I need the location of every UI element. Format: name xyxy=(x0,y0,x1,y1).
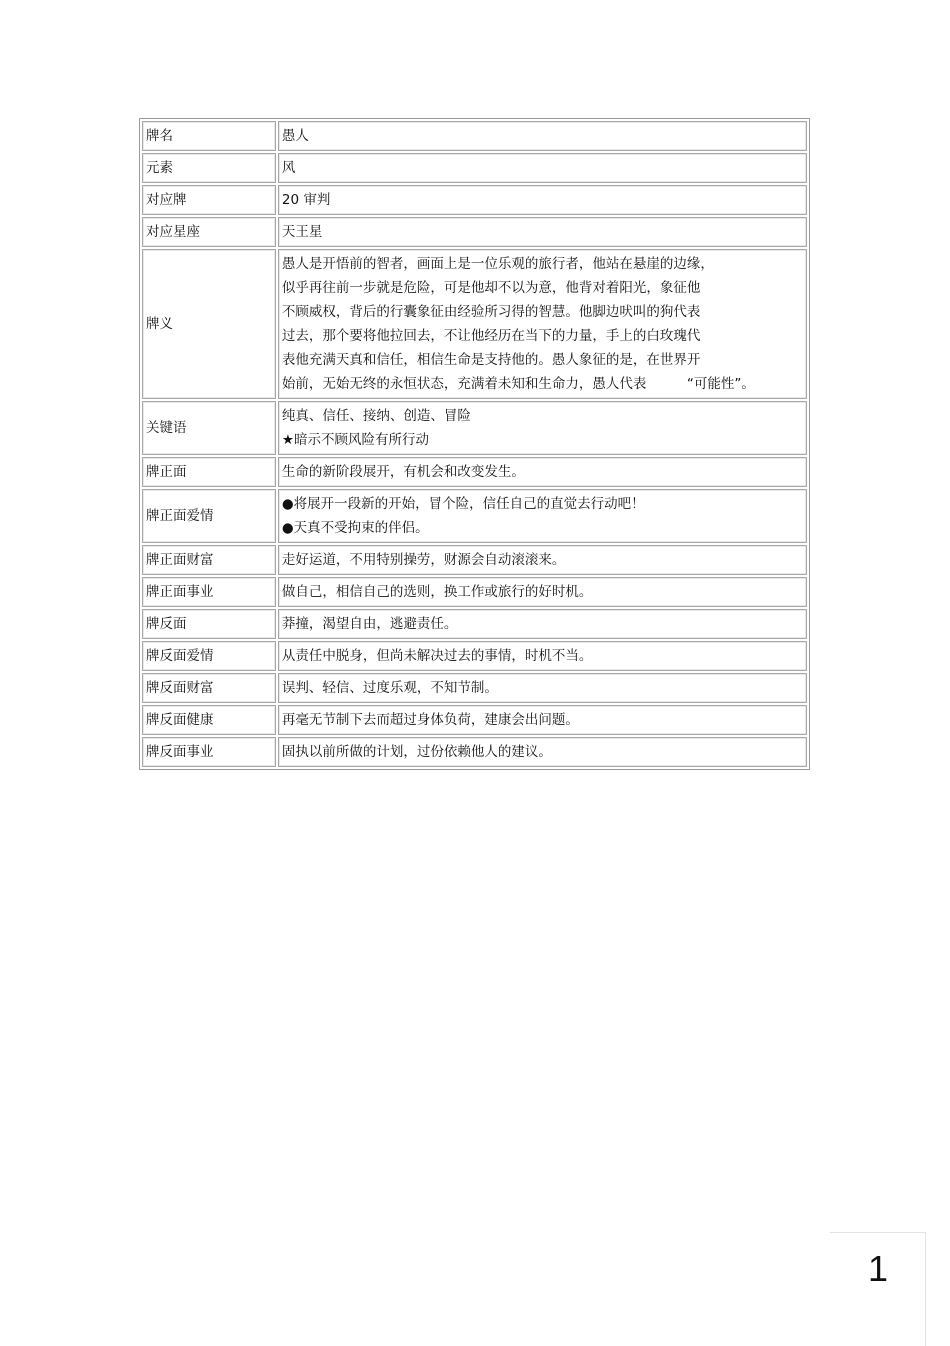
row-label: 牌正面事业 xyxy=(142,577,276,607)
value-line: 再毫无节制下去而超过身体负荷，建康会出问题。 xyxy=(281,712,579,728)
table-row xyxy=(142,185,807,215)
value-line: 生命的新阶段展开，有机会和改变发生。 xyxy=(281,464,525,480)
row-label: 牌反面财富 xyxy=(142,673,276,703)
value-line: ●天真不受拘束的伴侣。 xyxy=(281,520,429,536)
value-line: ●将展开一段新的开始，冒个险，信任自己的直觉去行动吧！ xyxy=(281,496,645,512)
row-value xyxy=(278,489,807,543)
table-row xyxy=(142,121,807,151)
value-line: 走好运道，不用特别操劳，财源会自动滚滚来。 xyxy=(281,552,566,568)
row-value xyxy=(278,457,807,487)
table-row xyxy=(142,609,807,639)
table-row xyxy=(142,705,807,735)
row-value xyxy=(278,673,807,703)
row-value xyxy=(278,185,807,215)
value-line: 莽撞，渴望自由，逃避责任。 xyxy=(281,616,458,632)
value-line: 做自己，相信自己的选则，换工作或旅行的好时机。 xyxy=(281,584,593,600)
row-label: 关键语 xyxy=(142,401,276,455)
row-label: 对应星座 xyxy=(142,217,276,247)
row-value xyxy=(278,609,807,639)
row-label: 对应牌 xyxy=(142,185,276,215)
table-row xyxy=(142,217,807,247)
tarot-card-table xyxy=(139,118,810,770)
row-value xyxy=(278,705,807,735)
row-label: 牌反面 xyxy=(142,609,276,639)
table-row xyxy=(142,545,807,575)
row-label: 牌反面事业 xyxy=(142,737,276,767)
row-value xyxy=(278,577,807,607)
row-label: 元素 xyxy=(142,153,276,183)
value-line: 从责任中脱身，但尚未解决过去的事情，时机不当。 xyxy=(281,648,593,664)
value-line: 表他充满天真和信任，相信生命是支持他的。愚人象征的是，在世界开 xyxy=(281,352,701,368)
row-value xyxy=(278,153,807,183)
table-row xyxy=(142,401,807,455)
table-row xyxy=(142,577,807,607)
row-value xyxy=(278,545,807,575)
tarot-table-body xyxy=(142,121,807,767)
table-row xyxy=(142,737,807,767)
row-value xyxy=(278,121,807,151)
table-row xyxy=(142,153,807,183)
row-label: 牌反面健康 xyxy=(142,705,276,735)
row-value xyxy=(278,737,807,767)
value-line: 纯真、信任、接纳、创造、冒险 xyxy=(281,408,471,424)
row-value xyxy=(278,401,807,455)
value-line: 过去，那个要将他拉回去，不让他经历在当下的力量，手上的白玫瑰代 xyxy=(281,328,701,344)
row-value xyxy=(278,641,807,671)
value-line: 始前，无始无终的永恒状态，充满着未知和生命力，愚人代表 “可能性”。 xyxy=(281,376,755,392)
row-value xyxy=(278,217,807,247)
value-line: 天王星 xyxy=(281,224,323,240)
row-label: 牌正面爱情 xyxy=(142,489,276,543)
value-line: 不顾威权，背后的行囊象征由经验所习得的智慧。他脚边吠叫的狗代表 xyxy=(281,304,701,320)
value-line: 20 审判 xyxy=(281,192,331,208)
value-line: 风 xyxy=(281,160,296,176)
row-label: 牌义 xyxy=(142,249,276,399)
value-line: 愚人 xyxy=(281,128,309,144)
table-row xyxy=(142,673,807,703)
value-line: 愚人是开悟前的智者，画面上是一位乐观的旅行者，他站在悬崖的边缘， xyxy=(281,256,714,272)
table-row xyxy=(142,489,807,543)
value-line: ★暗示不顾风险有所行动 xyxy=(281,432,429,448)
page-number: 1 xyxy=(868,1248,889,1289)
value-line: 似乎再往前一步就是危险，可是他却不以为意，他背对着阳光，象征他 xyxy=(281,280,701,296)
value-line: 固执以前所做的计划，过份依赖他人的建议。 xyxy=(281,744,552,760)
value-line: 误判、轻信、过度乐观，不知节制。 xyxy=(281,680,498,696)
table-row xyxy=(142,457,807,487)
table-row xyxy=(142,641,807,671)
row-label: 牌正面财富 xyxy=(142,545,276,575)
row-label: 牌反面爱情 xyxy=(142,641,276,671)
table-row xyxy=(142,249,807,399)
row-label: 牌正面 xyxy=(142,457,276,487)
row-label: 牌名 xyxy=(142,121,276,151)
row-value xyxy=(278,249,807,399)
